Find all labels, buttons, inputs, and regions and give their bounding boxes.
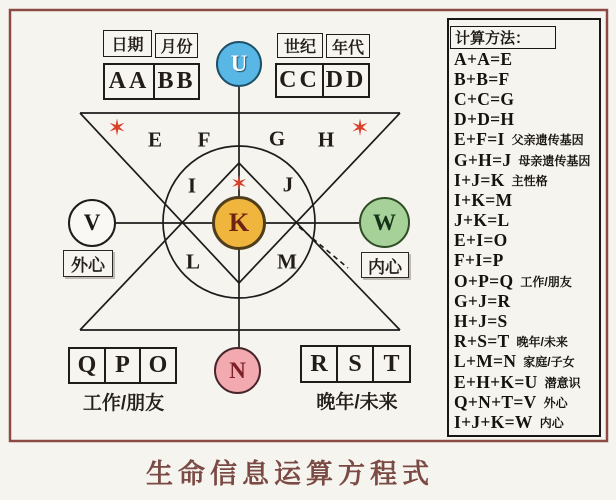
formula-expression: O+P=Q <box>454 270 514 291</box>
s-box: S <box>336 345 374 383</box>
formula-note: 潜意识 <box>544 375 581 390</box>
panel-header: 计算方法： <box>450 26 556 49</box>
node-k-circle: K <box>212 196 266 250</box>
dd-box: DD <box>322 63 370 98</box>
era-label-box: 年代 <box>326 34 370 58</box>
date-label-box: 日期 <box>103 30 152 57</box>
outer-heart-label-box: 外心 <box>63 250 113 277</box>
formula-expression: B+B=F <box>454 68 510 89</box>
inner-heart-label-box: 内心 <box>361 252 409 278</box>
formula-expression: Q+N+T=V <box>454 391 537 412</box>
formula-row <box>454 291 600 311</box>
letter-j: J <box>282 172 294 197</box>
formula-row <box>454 130 600 150</box>
node-u-circle: U <box>216 41 262 87</box>
formula-expression: I+J=K <box>454 169 505 190</box>
node-w-circle: W <box>359 197 410 248</box>
formula-row <box>454 392 600 412</box>
formula-row <box>454 110 600 130</box>
formula-expression: C+C=G <box>454 88 515 109</box>
month-label-box: 月份 <box>155 33 198 58</box>
formula-expression: E+I=O <box>454 230 508 251</box>
formula-row <box>454 69 600 89</box>
letter-f: F <box>197 127 211 152</box>
formula-row <box>454 372 600 392</box>
letter-m: M <box>277 249 297 274</box>
page-title: 生命信息运算方程式 <box>146 459 434 489</box>
star-icon: ✶ <box>107 114 127 141</box>
formula-row <box>454 352 600 372</box>
formula-row <box>454 251 600 271</box>
formula-note: 晚年/未来 <box>516 335 568 350</box>
formula-row <box>454 332 600 352</box>
letter-e: E <box>147 127 163 152</box>
dashed-line-to-inner-heart <box>299 227 348 268</box>
formula-note: 内心 <box>539 415 564 430</box>
star-icon: ✶ <box>350 114 370 141</box>
node-v-circle: V <box>68 199 116 247</box>
formula-expression: E+F=I <box>454 129 505 150</box>
formula-list <box>454 49 600 433</box>
formula-expression: L+M=N <box>454 351 517 372</box>
formula-row <box>454 190 600 210</box>
formula-expression: G+J=R <box>454 290 511 311</box>
formula-note: 外心 <box>543 395 568 410</box>
letter-g: G <box>268 126 286 151</box>
formula-row <box>454 311 600 331</box>
r-box: R <box>300 345 338 383</box>
calculation-method-panel <box>447 18 601 437</box>
node-n-circle: N <box>214 347 261 394</box>
work-friends-label: 工作/朋友 <box>82 392 165 414</box>
formula-row <box>454 271 600 291</box>
formula-expression: D+D=H <box>454 109 515 130</box>
o-box: O <box>139 347 177 384</box>
formula-note: 家庭/子女 <box>523 355 575 370</box>
formula-expression: J+K=L <box>454 210 510 231</box>
formula-note: 工作/朋友 <box>520 274 572 289</box>
formula-expression: R+S=T <box>454 331 510 352</box>
bb-box: BB <box>153 63 200 100</box>
formula-row <box>454 49 600 69</box>
star-icon: ✶ <box>230 172 248 196</box>
formula-expression: G+H=J <box>454 149 512 170</box>
formula-row <box>454 150 600 170</box>
p-box: P <box>104 347 141 384</box>
formula-expression: I+K=M <box>454 189 513 210</box>
formula-row <box>454 231 600 251</box>
aa-box: AA <box>103 63 155 100</box>
late-years-label: 晚年/未来 <box>316 391 398 413</box>
q-box: Q <box>68 347 106 384</box>
letter-h: H <box>317 127 335 152</box>
letter-l: L <box>185 249 201 274</box>
formula-expression: H+J=S <box>454 311 508 332</box>
century-label-box: 世纪 <box>277 33 323 58</box>
formula-row <box>454 412 600 432</box>
formula-row <box>454 89 600 109</box>
formula-row <box>454 211 600 231</box>
formula-expression: E+H+K=U <box>454 371 538 392</box>
letter-i: I <box>187 173 197 198</box>
formula-expression: F+I=P <box>454 250 504 271</box>
formula-note: 父亲遗传基因 <box>511 133 584 148</box>
formula-row <box>454 170 600 190</box>
t-box: T <box>372 345 411 383</box>
formula-expression: I+J+K=W <box>454 411 533 432</box>
formula-note: 母亲遗传基因 <box>518 153 591 168</box>
formula-expression: A+A=E <box>454 48 513 69</box>
cc-box: CC <box>275 63 324 98</box>
formula-note: 主性格 <box>511 173 548 188</box>
